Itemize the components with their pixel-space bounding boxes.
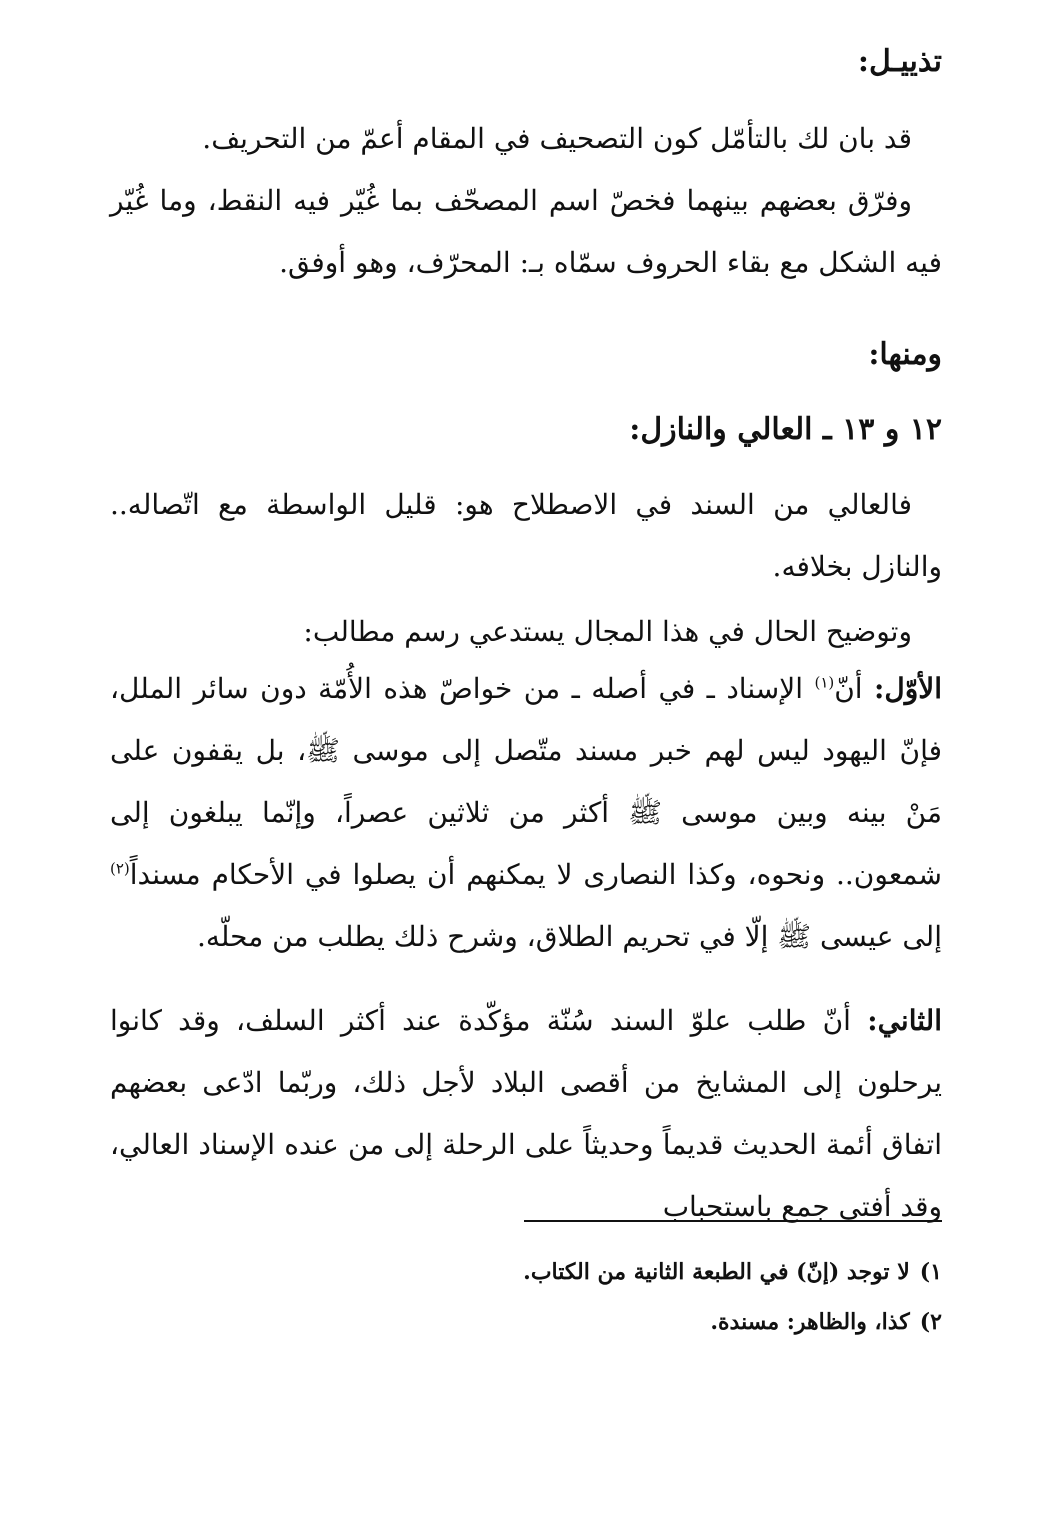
footnote-2-number: ٢) (919, 1309, 942, 1335)
footnote-1-number: ١) (919, 1259, 942, 1285)
book-page (110, 0, 942, 1515)
section-title-ali-nazil: ١٢ و ١٣ ـ العالي والنازل: (629, 412, 942, 447)
footnote-1-text: لا توجد (إنّ) في الطبعة الثانية من الكتاب. (523, 1259, 910, 1285)
paragraph-ali-definition: فالعالي من السند في الاصطلاح هو: قليل الواسطة مع اتّصاله.. والنازل بخلافه. (110, 488, 942, 583)
paragraph-first-point (110, 658, 942, 968)
paragraph-tawdih: وتوضيح الحال في هذا المجال يستدعي رسم مطالب: (303, 615, 912, 648)
footnote-2 (110, 1305, 942, 1339)
footnote-1 (110, 1255, 942, 1289)
paragraph-tashif: قد بان لك بالتأمّل كون التصحيف في المقام أعمّ من التحريف. (202, 122, 912, 155)
first-point-text-c: إلى عيسى ﷺ إلّا في تحريم الطلاق، وشرح ذلك يطلب من محلّه. (196, 920, 942, 953)
footnote-ref-1[interactable]: (١) (814, 673, 835, 692)
first-point-label: الأوّل: (874, 672, 942, 705)
paragraph-farq: وفرّق بعضهم بينهما فخصّ اسم المصحّف بما غُيّر فيه النقط، وما غُيّر فيه الشكل مع بقاء الحروف سمّاه بـ: المحرّف، وهو أوفق. (110, 184, 942, 279)
first-point-text-a: أنّ (834, 672, 875, 705)
footnote-2-text: كذا، والظاهر: مسندة. (710, 1309, 910, 1335)
first-point-text-b: الإسناد ـ في أصله ـ من خواصّ هذه الأُمّة دون سائر الملل، فإنّ اليهود ليس لهم خبر مسند متّصل إلى موسى ﷺ، بل يقفون على مَنْ بينه وبين موسى ﷺ أكثر من ثلاثين عصراً، وإنّما يبلغون إلى شمعون.. ونحوه، وكذا النصارى لا يمكنهم أن يصلوا في الأحكام مسنداً (110, 672, 942, 891)
heading-wa-minha: ومنها: (868, 337, 942, 372)
second-point-text: أنّ طلب علوّ السند سُنّة مؤكّدة عند أكثر السلف، وقد كانوا يرحلون إلى المشايخ من أقصى البلاد لأجل ذلك، وربّما ادّعى بعضهم اتفاق أئمة الحديث قديماً وحديثاً على الرحلة إلى من عنده الإسناد العالي، وقد أفتى جمع باستحباب (110, 1004, 942, 1223)
second-point-label: الثاني: (867, 1004, 942, 1037)
footnote-divider (524, 1220, 942, 1222)
footnote-ref-2[interactable]: (٢) (110, 859, 130, 878)
paragraph-second-point (110, 990, 942, 1238)
heading-tadhyil: تذييـل: (857, 44, 942, 79)
